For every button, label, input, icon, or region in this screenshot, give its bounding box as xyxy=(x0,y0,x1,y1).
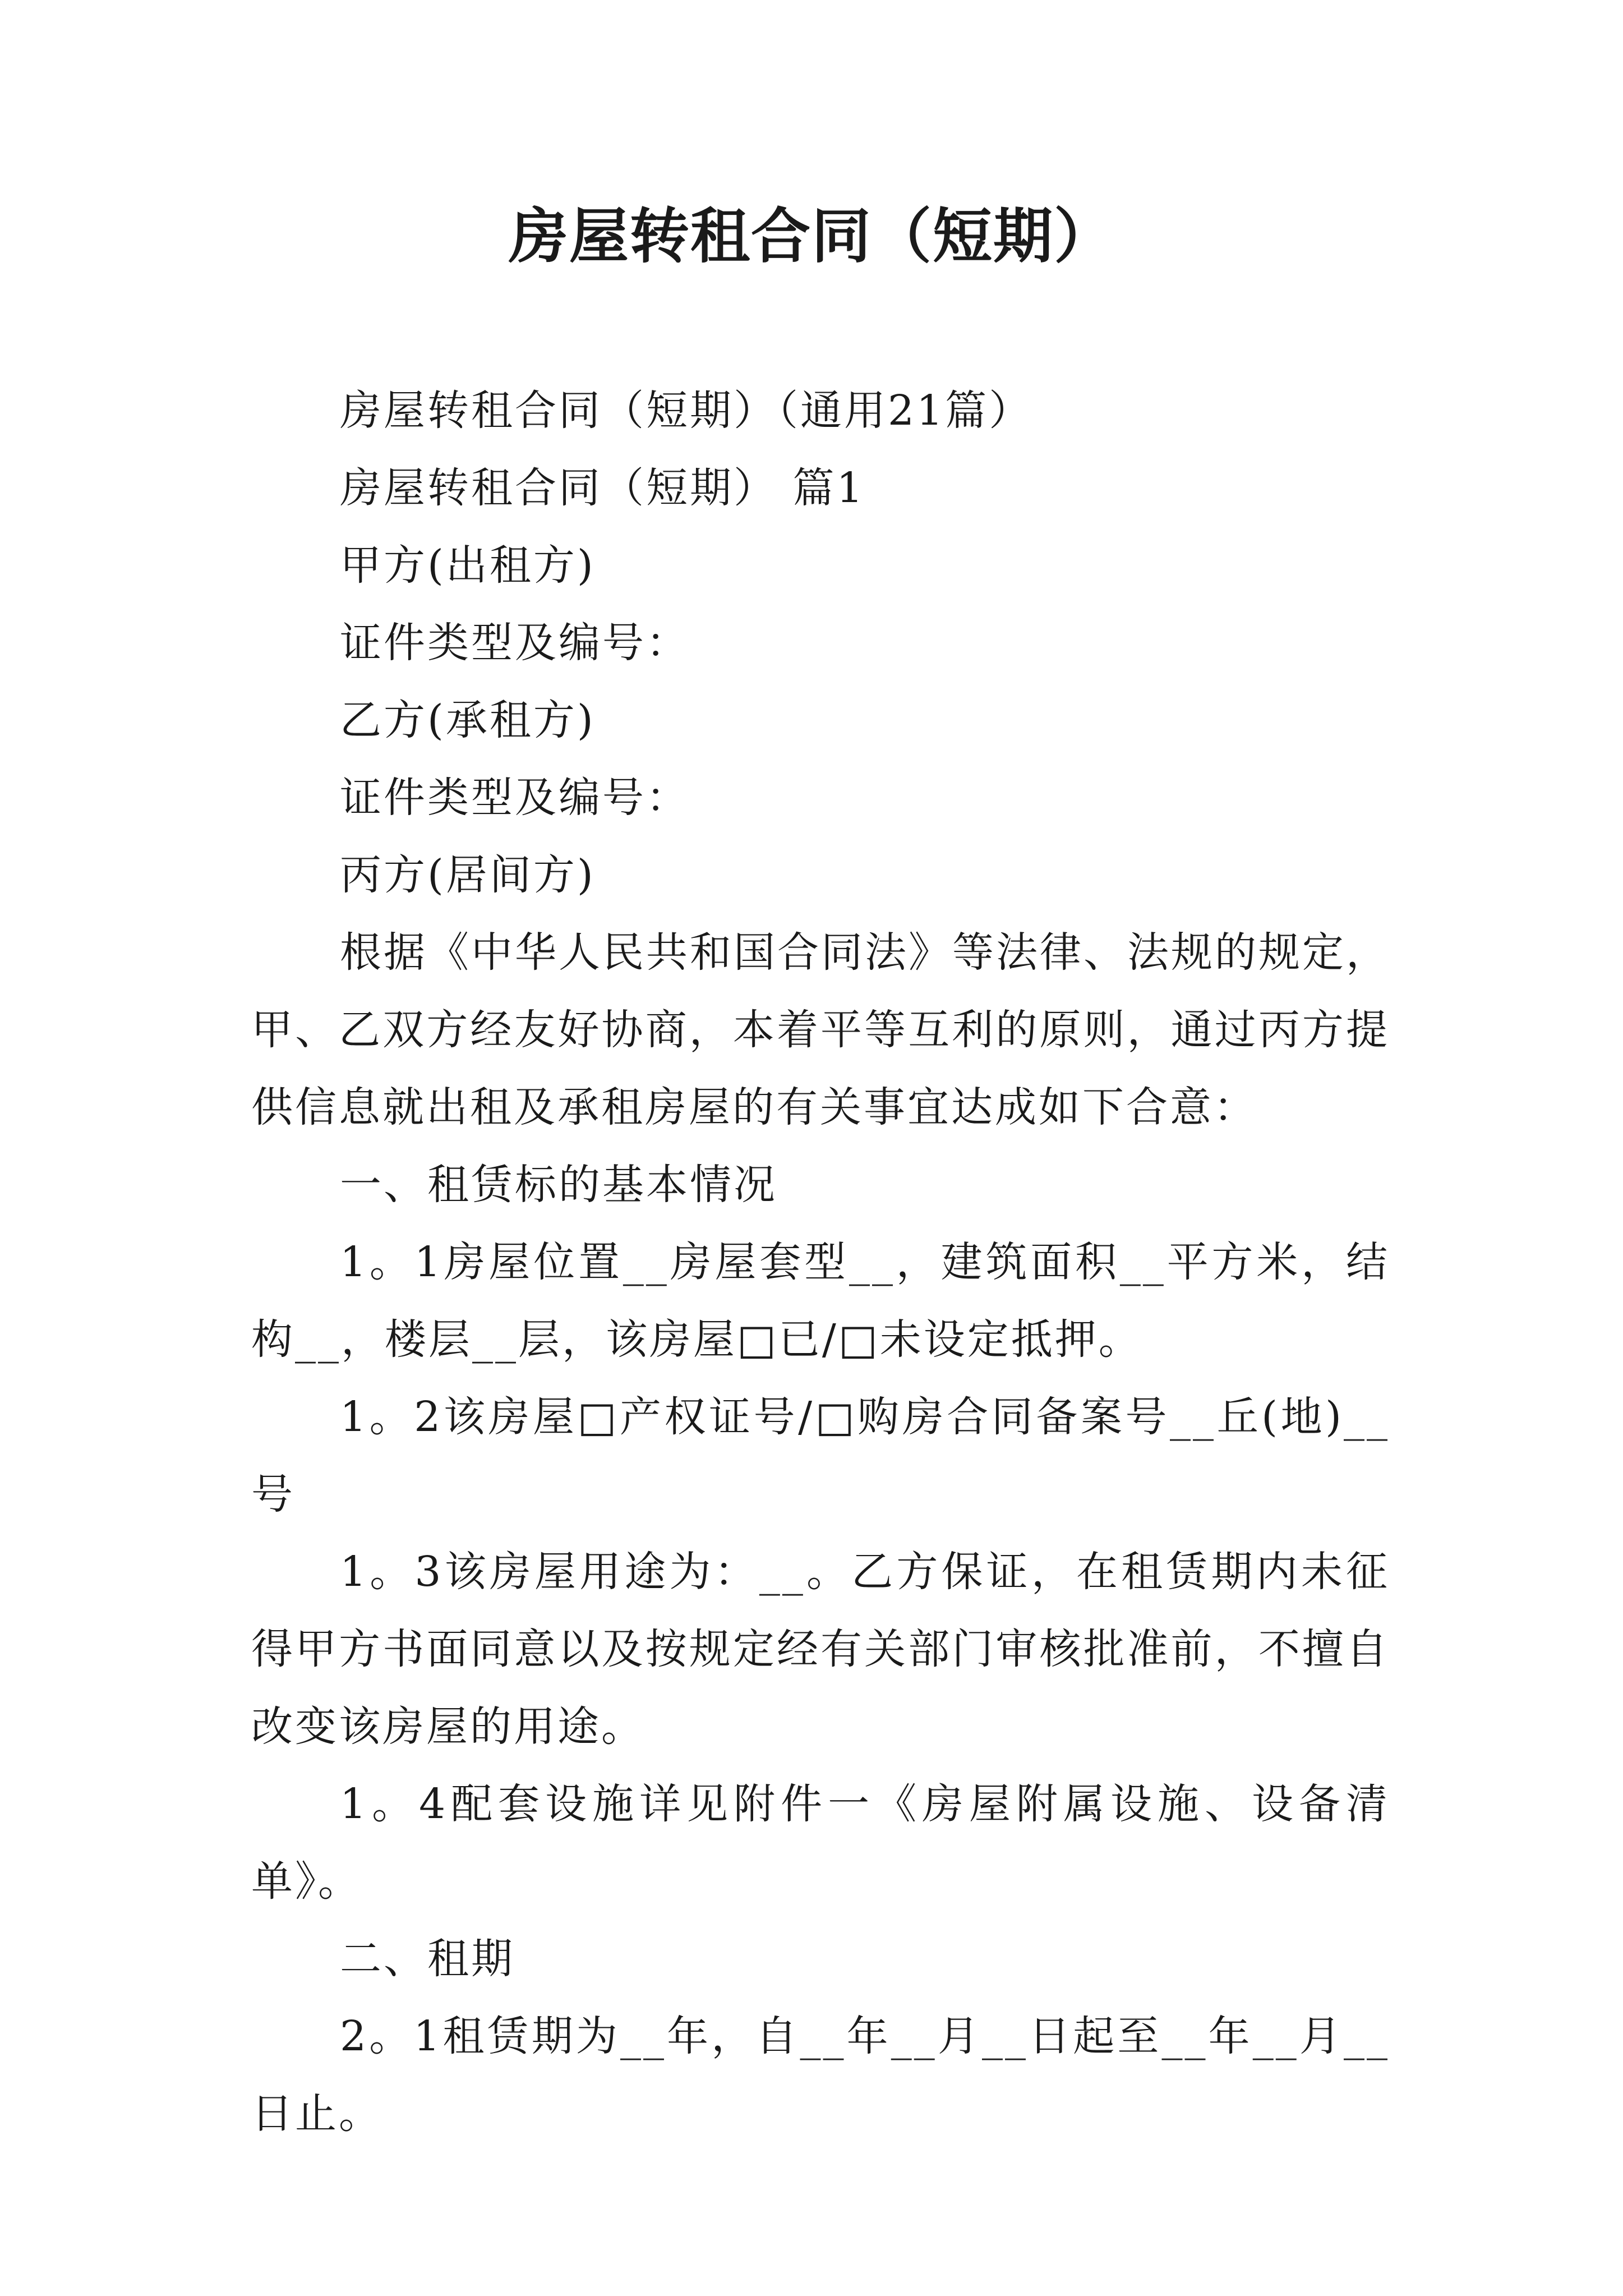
party-a-id-label: 证件类型及编号： xyxy=(340,619,690,667)
document-title: 房屋转租合同（短期） xyxy=(509,201,1114,271)
clause-1-3: 1。3该房屋用途为：__。乙方保证，在租赁期内未征得甲方书面同意以及按规定经有关部门审核批准前，不擅自改变该房屋的用途。 xyxy=(251,1548,1390,1751)
clause-1-1: 1。1房屋位置__房屋套型__，建筑面积__平方米，结构__，楼层__层，该房屋□已/□未设定抵押。 xyxy=(251,1238,1390,1364)
party-c-label: 丙方(居间方) xyxy=(340,851,596,899)
clause-2-1: 2。1租赁期为__年，自__年__月__日起至__年__月__日止。 xyxy=(251,2012,1390,2138)
party-b-id-label: 证件类型及编号： xyxy=(340,774,690,822)
clause-heading-1: 一、租赁标的基本情况 xyxy=(340,1161,777,1209)
clause-1-4: 1。4配套设施详见附件一《房屋附属设施、设备清单》。 xyxy=(251,1780,1390,1906)
clause-heading-2: 二、租期 xyxy=(340,1935,515,1983)
party-a-label: 甲方(出租方) xyxy=(340,541,596,590)
party-b-label: 乙方(承租方) xyxy=(340,696,596,744)
section-heading-part-1: 房屋转租合同（短期） 篇1 xyxy=(340,464,865,512)
preamble-paragraph: 根据《中华人民共和国合同法》等法律、法规的规定，甲、乙双方经友好协商，本着平等互利的原则，通过丙方提供信息就出租及承租房屋的有关事宜达成如下合意： xyxy=(251,928,1390,1131)
subtitle-paragraph: 房屋转租合同（短期）（通用21篇） xyxy=(340,386,1033,435)
clause-1-2: 1。2该房屋□产权证号/□购房合同备案号__丘(地)__号 xyxy=(251,1393,1390,1519)
document-body xyxy=(251,372,1390,2152)
